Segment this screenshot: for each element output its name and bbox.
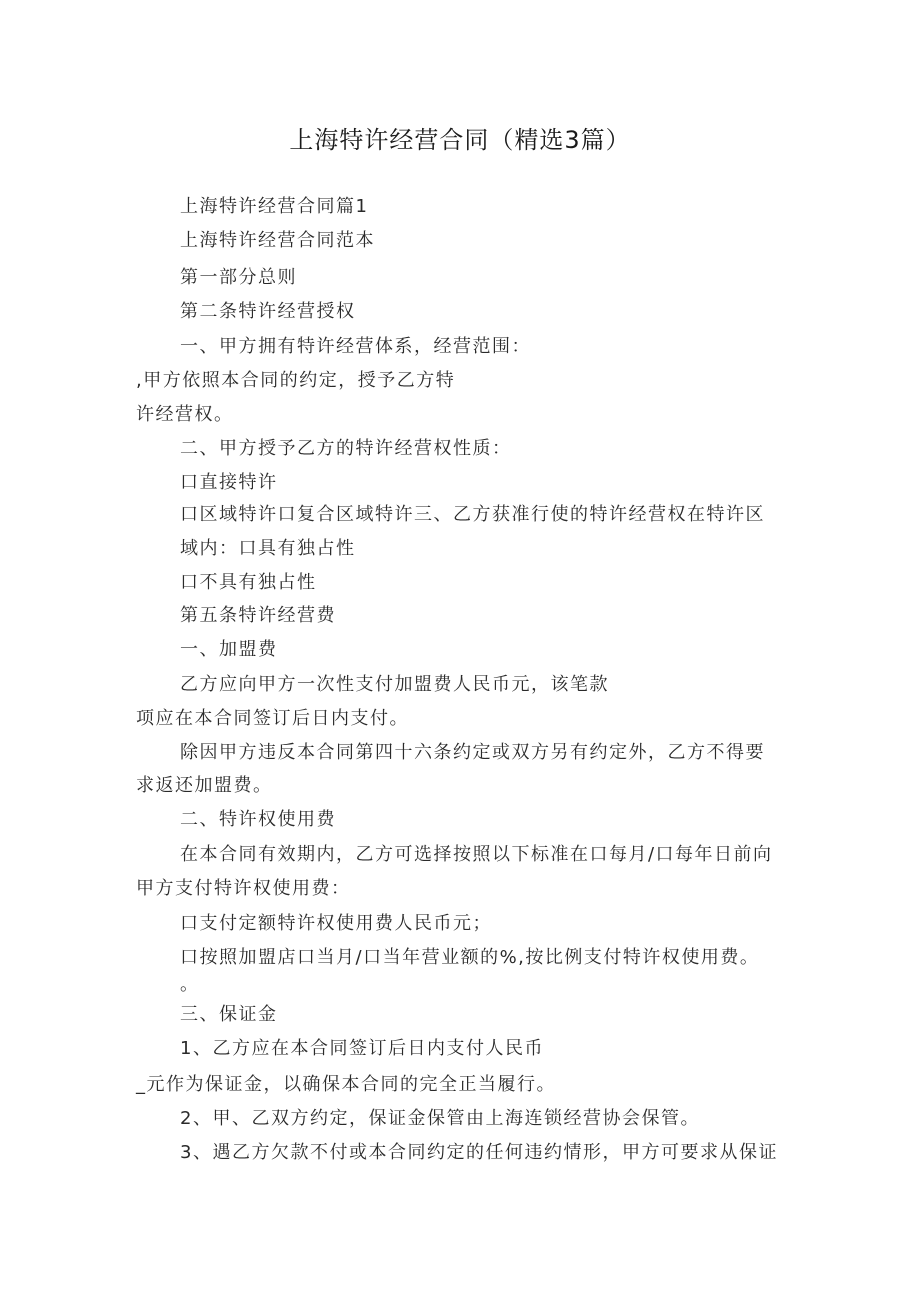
paragraph-line: 三、保证金 [180,1004,278,1025]
paragraph-line: 1、乙方应在本合同签订后日内支付人民币 [180,1038,544,1059]
paragraph-line: 项应在本合同签订后日内支付。 [136,708,409,729]
paragraph-line: 二、特许权使用费 [180,809,336,830]
article-heading: 第二条特许经营授权 [180,301,356,322]
paragraph-line: 。 [180,974,200,995]
paragraph-line: 在本合同有效期内，乙方可选择按照以下标准在口每月/口每年日前向 [180,844,773,865]
checkbox-option-line: 口直接特许 [180,472,278,493]
document-title: 上海特许经营合同（精选3篇） [289,126,631,154]
paragraph-line: 一、加盟费 [180,639,278,660]
paragraph-line: 甲方支付特许权使用费： [136,878,351,899]
checkbox-option-line: 口按照加盟店口当月/口当年营业额的%,按比例支付特许权使用费。 [180,947,760,968]
part-heading: 第一部分总则 [180,267,297,288]
paragraph-line: 3、遇乙方欠款不付或本合同约定的任何违约情形，甲方可要求从保证 [180,1142,778,1163]
section-heading-1: 上海特许经营合同篇1 [180,196,369,217]
article-heading: 第五条特许经营费 [180,605,336,626]
checkbox-option-line: 口不具有独占性 [180,572,317,593]
paragraph-line: 求返还加盟费。 [136,775,273,796]
paragraph-line: 一、甲方拥有特许经营体系，经营范围： [180,336,531,357]
checkbox-option-line: 域内：口具有独占性 [180,538,356,559]
sub-heading: 上海特许经营合同范本 [180,230,375,251]
paragraph-line: 二、甲方授予乙方的特许经营权性质： [180,438,512,459]
checkbox-option-line: 口区域特许口复合区域特许三、乙方获准行使的特许经营权在特许区 [180,504,765,525]
paragraph-line: 2、甲、乙双方约定，保证金保管由上海连锁经营协会保管。 [180,1108,700,1129]
paragraph-line: _元作为保证金，以确保本合同的完全正当履行。 [136,1074,556,1095]
checkbox-option-line: 口支付定额特许权使用费人民币元； [180,913,492,934]
paragraph-line: ,甲方依照本合同的约定，授予乙方特 [136,370,456,391]
paragraph-line: 许经营权。 [136,404,234,425]
paragraph-line: 除因甲方违反本合同第四十六条约定或双方另有约定外，乙方不得要 [180,742,765,763]
paragraph-line: 乙方应向甲方一次性支付加盟费人民币元，该笔款 [180,674,609,695]
